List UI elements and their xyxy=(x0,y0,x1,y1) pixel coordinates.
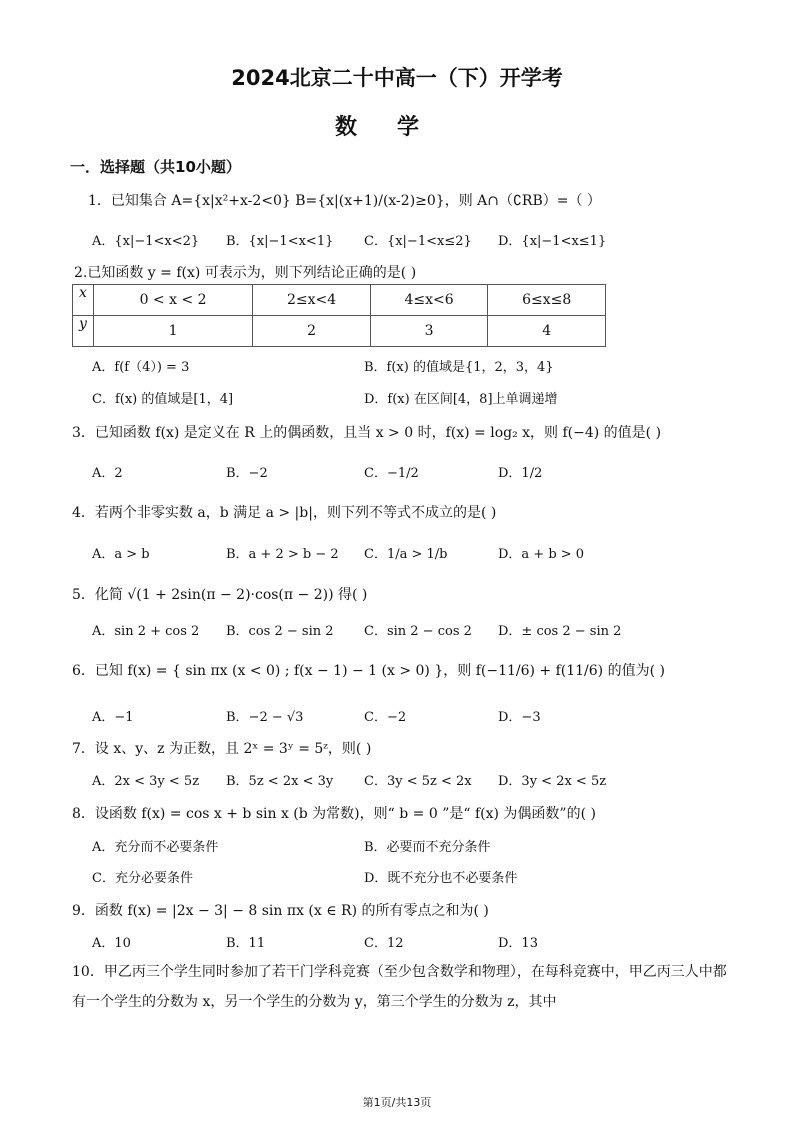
question-8-option-d: D．既不充分也不必要条件 xyxy=(364,871,518,886)
question-9-option-c: C．12 xyxy=(364,936,404,951)
table-cell: 3 xyxy=(370,316,488,347)
question-7-option-a: A．2x < 3y < 5z xyxy=(92,774,200,789)
question-3-option-d: D．1/2 xyxy=(498,466,543,481)
question-1-stem: 1．已知集合 A={x|x²+x-2<0} B={x|(x+1)/(x-2)≥0}，则 A∩（∁RB）=（ ） xyxy=(88,193,601,209)
question-4-option-a: A．a > b xyxy=(92,547,150,562)
question-9-option-a: A．10 xyxy=(92,936,131,951)
question-1-option-b: B．{x|−1<x<1} xyxy=(226,234,334,249)
question-3-option-c: C．−1/2 xyxy=(364,466,419,481)
question-5-stem: 5．化简 √(1 + 2sin(π − 2)·cos(π − 2)) 得( ) xyxy=(72,587,368,603)
question-9-stem: 9．函数 f(x) = |2x − 3| − 8 sin πx (x ∈ R) 的所有零点之和为( ) xyxy=(72,903,489,919)
section-heading: 一．选择题（共10小题） xyxy=(70,158,241,176)
question-5-option-d: D．± cos 2 − sin 2 xyxy=(498,624,622,639)
question-1-option-a: A．{x|−1<x<2} xyxy=(92,234,200,249)
question-6-option-b: B．−2 − √3 xyxy=(226,710,304,725)
question-6-stem: 6．已知 f(x) = { sin πx (x < 0) ; f(x − 1) − 1 (x > 0) }，则 f(−11/6) + f(11/6) 的值为( ) xyxy=(72,663,665,679)
table-row xyxy=(73,316,606,347)
question-10-stem: 10．甲乙丙三个学生同时参加了若干门学科竞赛（至少包含数学和物理），在每科竞赛中，甲乙丙三人中都有一个学生的分数为 x，另一个学生的分数为 y，第三个学生的分数为 z，其中 xyxy=(72,964,727,1010)
question-5-option-a: A．sin 2 + cos 2 xyxy=(92,624,200,639)
question-8-option-b: B．必要而不充分条件 xyxy=(364,840,491,855)
table-cell: 2≤x<4 xyxy=(253,285,371,316)
table-cell: 4 xyxy=(488,316,606,347)
question-7-option-d: D．3y < 2x < 5z xyxy=(498,774,607,789)
question-4-stem: 4．若两个非零实数 a，b 满足 a > |b|，则下列不等式不成立的是( ) xyxy=(72,505,497,521)
question-8-option-a: A．充分而不必要条件 xyxy=(92,840,219,855)
table-cell: 2 xyxy=(253,316,371,347)
question-7-option-b: B．5z < 2x < 3y xyxy=(226,774,334,789)
table-cell: 0 < x < 2 xyxy=(93,285,252,316)
question-7-option-c: C．3y < 5z < 2x xyxy=(364,774,472,789)
question-5-option-b: B．cos 2 − sin 2 xyxy=(226,624,334,639)
question-6-option-c: C．−2 xyxy=(364,710,407,725)
subject-title: 数学 xyxy=(334,115,459,140)
question-4-option-b: B．a + 2 > b − 2 xyxy=(226,547,339,562)
question-6-option-d: D．−3 xyxy=(498,710,541,725)
question-4-option-c: C．1/a > 1/b xyxy=(364,547,448,562)
question-1-option-d: D．{x|−1<x≤1} xyxy=(498,234,607,249)
question-2-option-a: A．f(f（4）) = 3 xyxy=(92,360,190,375)
table-cell: 6≤x≤8 xyxy=(488,285,606,316)
table-cell: 1 xyxy=(93,316,252,347)
question-2-option-b: B．f(x) 的值域是{1，2，3，4} xyxy=(364,360,554,375)
question-5-option-c: C．sin 2 − cos 2 xyxy=(364,624,472,639)
question-3-option-b: B．−2 xyxy=(226,466,268,481)
question-2-stem: 2.已知函数 y = f(x) 可表示为，则下列结论正确的是( ) xyxy=(74,265,417,281)
function-table xyxy=(72,284,606,347)
question-2-option-d: D．f(x) 在区间[4，8]上单调递增 xyxy=(364,392,558,407)
question-9-option-b: B．11 xyxy=(226,936,266,951)
question-6-option-a: A．−1 xyxy=(92,710,134,725)
question-3-option-a: A．2 xyxy=(92,466,123,481)
table-cell: x xyxy=(73,285,94,316)
question-9-option-d: D．13 xyxy=(498,936,538,951)
table-row xyxy=(73,285,606,316)
question-4-option-d: D．a + b > 0 xyxy=(498,547,585,562)
page-title: 2024北京二十中高一（下）开学考 xyxy=(231,66,563,90)
question-8-stem: 8．设函数 f(x) = cos x + b sin x (b 为常数)，则“ b = 0 ”是“ f(x) 为偶函数”的( ) xyxy=(72,806,596,822)
page-footer: 第1页/共13页 xyxy=(362,1096,432,1109)
table-cell: y xyxy=(73,316,94,347)
question-2-option-c: C．f(x) 的值域是[1，4] xyxy=(92,392,234,407)
question-3-stem: 3．已知函数 f(x) 是定义在 R 上的偶函数，且当 x > 0 时，f(x) = log₂ x，则 f(−4) 的值是( ) xyxy=(72,425,662,441)
question-1-option-c: C．{x|−1<x≤2} xyxy=(364,234,472,249)
table-cell: 4≤x<6 xyxy=(370,285,488,316)
question-8-option-c: C．充分必要条件 xyxy=(92,871,193,886)
question-7-stem: 7．设 x、y、z 为正数，且 2ˣ = 3ʸ = 5ᶻ，则( ) xyxy=(72,741,372,757)
